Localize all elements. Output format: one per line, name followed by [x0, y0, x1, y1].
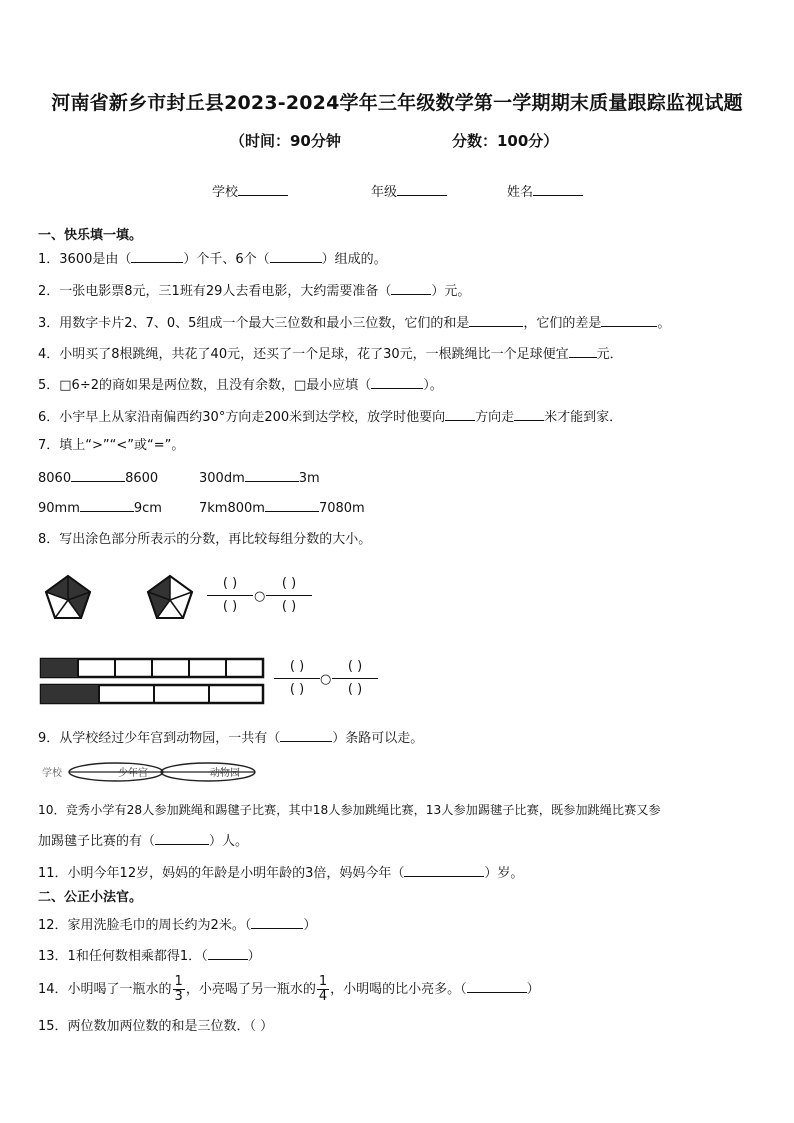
q1-blank-1[interactable] [131, 248, 183, 263]
q7-compare-2 [199, 467, 320, 489]
q6-text-c: 米才能到家． [544, 410, 623, 425]
q12-text-a: 12．家用洗脸毛巾的周长约为2米。（ [38, 918, 252, 933]
grade-label: 年级 [371, 185, 398, 200]
question-12 [38, 914, 316, 936]
q8-f2-den: ( ) [281, 599, 297, 614]
exam-score: 分数：100分） [452, 132, 559, 150]
q7-r1a-blank[interactable] [71, 467, 125, 482]
q8-f1-num: ( ) [222, 576, 238, 591]
q7-r2b-right: 7080m [318, 501, 365, 516]
q12-text-b: ） [303, 918, 317, 933]
q7-r1b-blank[interactable] [245, 467, 299, 482]
q14-f1-den: 3 [174, 989, 183, 1004]
question-15: 15．两位数加两位数的和是三位数．（ ） [38, 1019, 274, 1034]
q12-blank[interactable] [251, 914, 303, 929]
section-heading-1: 一、快乐填一填。 [38, 228, 143, 243]
question-13 [38, 945, 261, 967]
q8-fraction-blank-2[interactable] [266, 573, 312, 618]
question-11 [38, 862, 523, 884]
q8-fraction-blank-3[interactable] [274, 656, 320, 701]
q1-text-b: ）个千、6个（ [183, 252, 270, 267]
q6-blank-1[interactable] [445, 406, 475, 421]
question-8: 8．写出涂色部分所表示的分数，再比较每组分数的大小。 [38, 532, 372, 547]
q2-blank[interactable] [391, 280, 431, 295]
q4-blank[interactable] [569, 343, 597, 358]
q8-f4-den: ( ) [347, 682, 363, 697]
question-2 [38, 280, 470, 302]
school-blank[interactable] [238, 181, 288, 196]
q7-compare-3 [38, 497, 162, 519]
q3-blank-2[interactable] [601, 312, 657, 327]
q7-r1a-left: 8060 [38, 471, 72, 486]
q8-f4-num: ( ) [347, 659, 363, 674]
question-7-intro: 7．填上“>”“<”或“=”。 [38, 438, 185, 453]
q6-blank-2[interactable] [514, 406, 544, 421]
question-5 [38, 374, 443, 396]
route-zoo-label: 动物园 [210, 768, 240, 779]
q1-text-a: 1．3600是由（ [38, 252, 132, 267]
exam-time: （时间：90分钟 [230, 132, 341, 150]
q8-compare-circle-1[interactable]: ○ [254, 589, 266, 604]
section-heading-2: 二、公正小法官。 [38, 890, 143, 905]
question-10-line1: 10．竞秀小学有28人参加跳绳和踢毽子比赛，其中18人参加跳绳比赛，13人参加踢毽子比赛，既参加跳绳比赛又参 [38, 803, 661, 817]
q7-compare-1 [38, 467, 158, 489]
q5-text-a: 5．□6÷2的商如果是两位数，且没有余数，□最小应填（ [38, 378, 372, 393]
q14-f2-num: 1 [318, 974, 328, 989]
route-school-label: 学校 [42, 768, 62, 779]
question-10-line2 [38, 830, 248, 852]
grade-field[interactable] [371, 181, 447, 200]
question-6 [38, 406, 622, 428]
q11-text-a: 11．小明今年12岁，妈妈的年龄是小明年龄的3倍，妈妈今年（ [38, 866, 405, 881]
q7-r2b-left: 7km800m [199, 501, 265, 516]
q13-text-b: ） [247, 949, 261, 964]
name-field[interactable] [507, 181, 583, 200]
q8-f3-den: ( ) [289, 682, 305, 697]
q4-text-a: 4．小明买了8根跳绳，共花了40元，还买了一个足球，花了30元，一根跳绳比一个足球便宜 [38, 347, 569, 362]
q3-text-b: ，它们的差是 [523, 316, 602, 331]
q3-text-c: 。 [657, 316, 671, 331]
q10-text-b: ）人。 [209, 834, 249, 849]
q14-text-b: ，小亮喝了另一瓶水的 [185, 982, 316, 997]
q7-r1b-right: 3m [298, 471, 320, 486]
school-label: 学校 [212, 185, 239, 200]
name-label: 姓名 [507, 185, 534, 200]
q7-r1b-left: 300dm [199, 471, 245, 486]
q10-blank[interactable] [155, 830, 209, 845]
route-diagram [40, 759, 260, 785]
q7-compare-4 [199, 497, 365, 519]
school-field[interactable] [212, 181, 288, 200]
bar-figures [38, 656, 266, 706]
q14-text-c: ，小明喝的比小亮多。（ [330, 982, 467, 997]
q14-f1-num: 1 [174, 974, 183, 989]
q7-r1a-right: 8600 [125, 471, 159, 486]
q7-r2a-blank[interactable] [80, 497, 134, 512]
q7-r2a-left: 90mm [38, 501, 80, 516]
q2-text-b: ）元。 [431, 284, 471, 299]
q6-text-a: 6．小宇早上从家沿南偏西约30°方向走200米到达学校，放学时他要向 [38, 410, 446, 425]
q13-blank[interactable] [208, 945, 248, 960]
q9-blank[interactable] [280, 727, 332, 742]
q3-text-a: 3．用数字卡片2、7、0、5组成一个最大三位数和最小三位数，它们的和是 [38, 316, 470, 331]
q8-f3-num: ( ) [289, 659, 305, 674]
q14-fraction-1 [173, 975, 185, 1004]
q8-fraction-blank-4[interactable] [332, 656, 378, 701]
q9-text-a: 9．从学校经过少年宫到动物园，一共有（ [38, 731, 281, 746]
q5-blank[interactable] [371, 374, 423, 389]
pentagon-figure-1 [38, 570, 98, 630]
question-1 [38, 248, 387, 270]
route-palace-label: 少年宫 [118, 768, 148, 779]
q2-text-a: 2．一张电影票8元，三1班有29人去看电影，大约需要准备（ [38, 284, 392, 299]
grade-blank[interactable] [397, 181, 447, 196]
q9-text-b: ）条路可以走。 [332, 731, 424, 746]
question-4 [38, 343, 623, 365]
pentagon-figure-2 [140, 570, 200, 630]
q8-f1-den: ( ) [222, 599, 238, 614]
q11-blank[interactable] [404, 862, 484, 877]
question-14 [38, 970, 540, 1010]
q8-f2-num: ( ) [281, 576, 297, 591]
q7-r2b-blank[interactable] [265, 497, 319, 512]
q7-r2a-right: 9cm [133, 501, 162, 516]
name-blank[interactable] [533, 181, 583, 196]
q4-text-b: 元． [596, 347, 623, 362]
q10-text-a: 加踢毽子比赛的有（ [38, 834, 156, 849]
q1-text-c: ）组成的。 [321, 252, 387, 267]
q6-text-b: 方向走 [475, 410, 515, 425]
q14-blank[interactable] [467, 978, 527, 993]
q8-fraction-blank-1[interactable] [207, 573, 253, 618]
q14-text-a: 14．小明喝了一瓶水的 [38, 982, 172, 997]
question-3 [38, 312, 670, 334]
q11-text-b: ）岁。 [484, 866, 524, 881]
q8-compare-circle-2[interactable]: ○ [320, 672, 332, 687]
q3-blank-1[interactable] [469, 312, 523, 327]
question-9 [38, 727, 423, 749]
q13-text-a: 13．1和任何数相乘都得1．（ [38, 949, 208, 964]
q5-text-b: ）。 [423, 378, 443, 393]
q14-fraction-2 [317, 975, 329, 1004]
q1-blank-2[interactable] [270, 248, 322, 263]
page-title: 河南省新乡市封丘县2023-2024学年三年级数学第一学期期末质量跟踪监视试题 [51, 92, 743, 114]
q14-text-d: ） [526, 982, 540, 997]
q14-f2-den: 4 [318, 989, 328, 1004]
